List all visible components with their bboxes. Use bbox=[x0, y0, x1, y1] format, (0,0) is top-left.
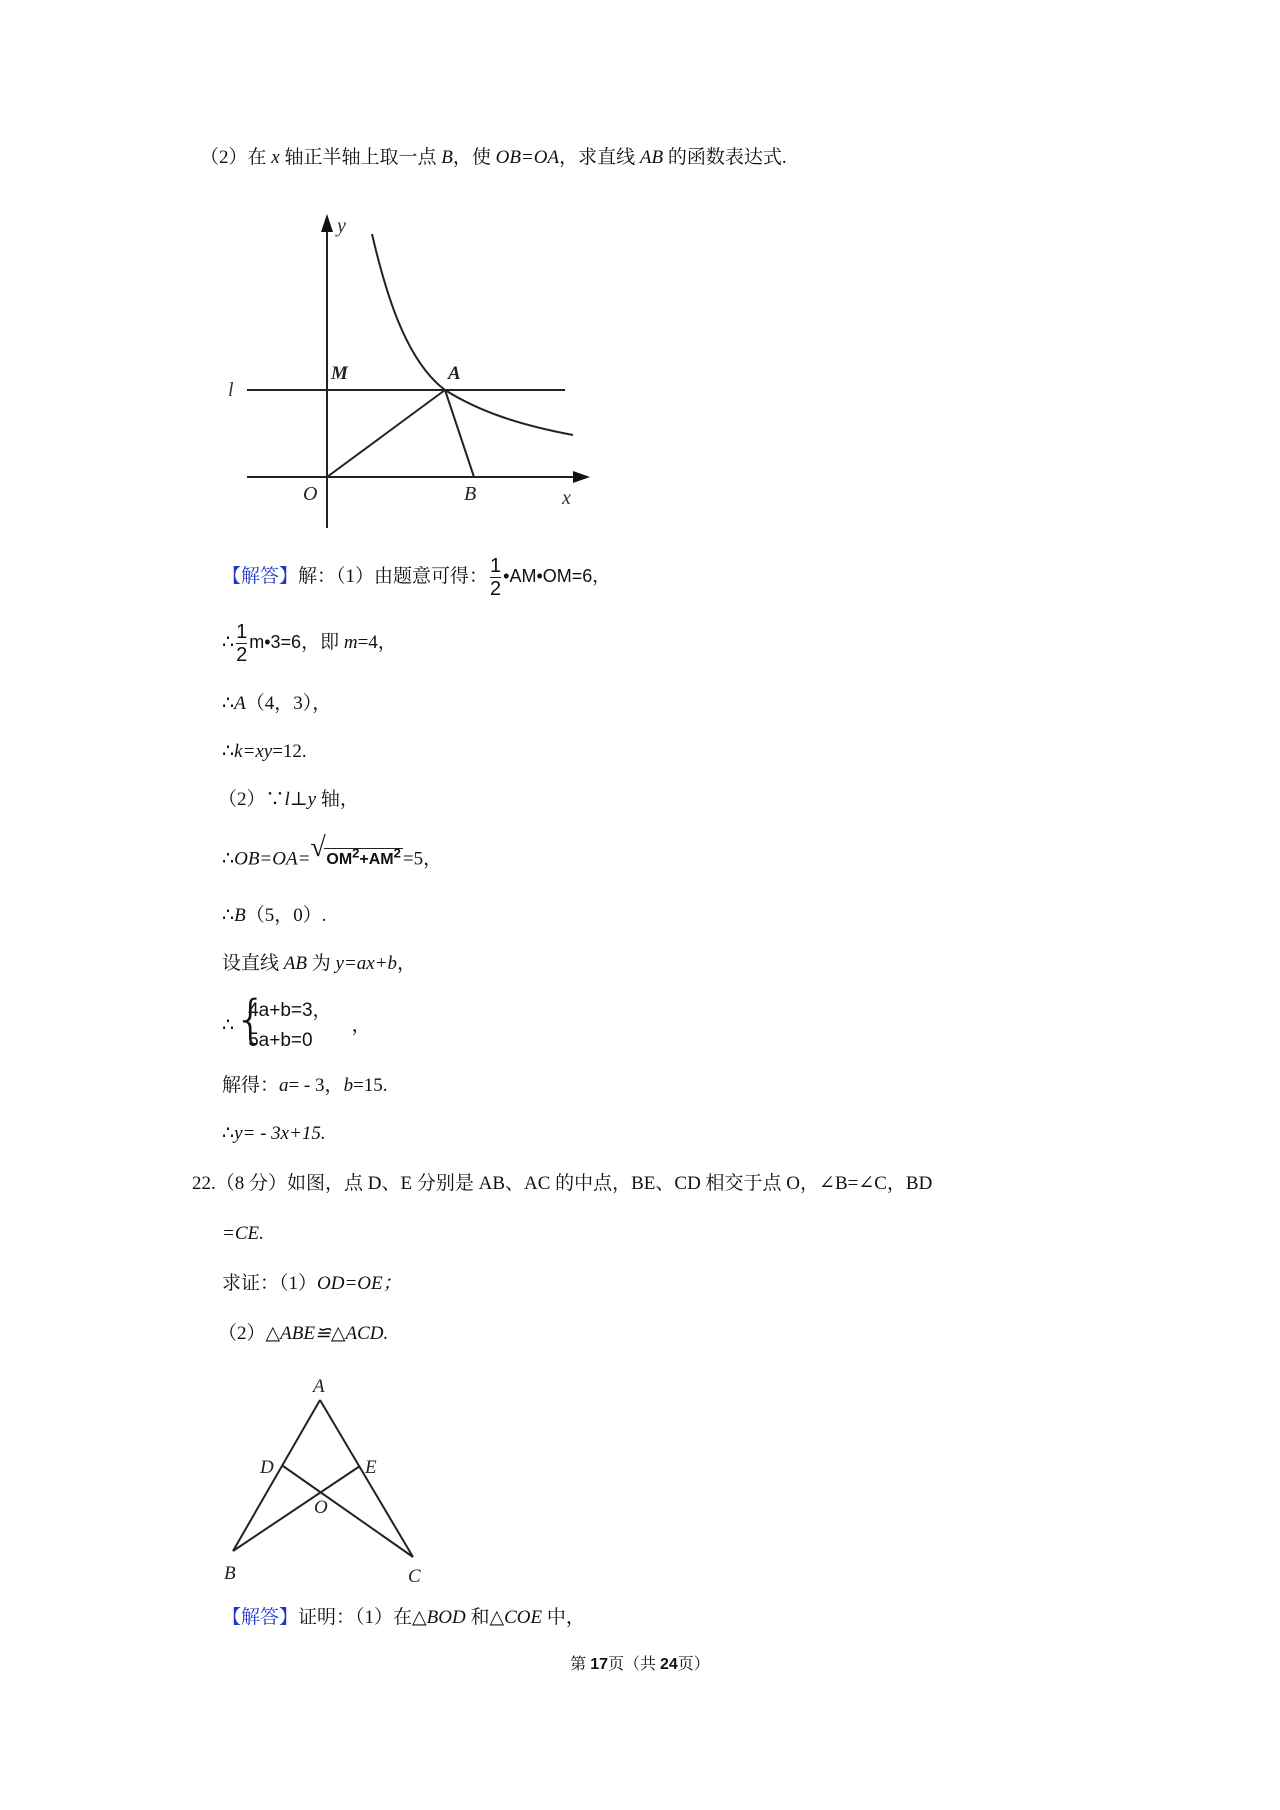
segment-BE bbox=[233, 1466, 360, 1551]
radical-icon: √ bbox=[310, 832, 326, 863]
text: 求证：（1） bbox=[222, 1273, 318, 1294]
total-pages: 24 bbox=[660, 1656, 678, 1673]
question-22-line-1 bbox=[192, 1172, 932, 1196]
expr: OD=OE； bbox=[317, 1273, 402, 1294]
radicand bbox=[324, 848, 402, 868]
answer-tag: 【解答】 bbox=[222, 1607, 299, 1628]
text: =4， bbox=[357, 631, 397, 653]
hyperbola-curve bbox=[372, 234, 573, 435]
therefore-symbol: ∴ bbox=[222, 741, 235, 762]
therefore-symbol: ∴ bbox=[222, 1015, 235, 1036]
var-BOD: BOD bbox=[426, 1607, 466, 1628]
text: 证明：（1）在△ bbox=[298, 1607, 427, 1628]
equation: 5a+b=0 bbox=[248, 1030, 313, 1051]
expr: l⊥y bbox=[284, 789, 317, 810]
segment-AC bbox=[320, 1400, 413, 1557]
question-22-prove-2 bbox=[218, 1322, 388, 1346]
text: ，求直线 bbox=[559, 147, 640, 168]
var-B: B bbox=[234, 905, 246, 926]
text: =12. bbox=[272, 741, 307, 762]
solution-21-line-5 bbox=[218, 788, 359, 812]
solution-21-line-10 bbox=[222, 1074, 388, 1098]
page-number: 17 bbox=[590, 1656, 608, 1673]
text: ，使 bbox=[452, 147, 496, 168]
text: 的函数表达式. bbox=[663, 147, 787, 168]
solution-21-line-11 bbox=[222, 1122, 326, 1146]
text: 为 bbox=[306, 953, 336, 974]
solution-21-line-4 bbox=[222, 740, 307, 764]
solution-21-line-3 bbox=[222, 692, 331, 716]
solution-21-line-9 bbox=[222, 990, 371, 1060]
label-O: O bbox=[303, 483, 318, 505]
question-number: 22. bbox=[192, 1173, 216, 1194]
exponent: 2 bbox=[352, 846, 360, 861]
answer-tag: 【解答】 bbox=[222, 565, 299, 587]
equation: 4a+b=3， bbox=[248, 1000, 332, 1021]
text: ， bbox=[397, 953, 417, 974]
term: +AM bbox=[359, 851, 394, 869]
label-A: A bbox=[448, 363, 461, 384]
question-22-prove-1 bbox=[222, 1272, 402, 1296]
label-B: B bbox=[224, 1563, 236, 1584]
var-AB: AB bbox=[283, 953, 307, 974]
denominator: 2 bbox=[490, 578, 502, 600]
expr: m•3=6 bbox=[249, 631, 302, 652]
solution-21-line-8 bbox=[222, 952, 416, 976]
expr: •AM•OM=6， bbox=[503, 565, 611, 586]
text: 第 bbox=[570, 1656, 591, 1673]
text: 和△ bbox=[465, 1607, 505, 1628]
text: ，即 bbox=[301, 631, 344, 653]
therefore-symbol: ∴ bbox=[222, 848, 235, 870]
solution-21-line-1 bbox=[222, 556, 610, 599]
label-A: A bbox=[313, 1376, 325, 1397]
numerator: 1 bbox=[236, 621, 248, 643]
y-axis-arrow-icon bbox=[321, 214, 333, 232]
text: 页） bbox=[677, 1656, 710, 1673]
exponent: 2 bbox=[393, 846, 401, 861]
var-A: A bbox=[234, 693, 246, 714]
score: （8 分） bbox=[215, 1173, 288, 1194]
text: =5， bbox=[402, 848, 443, 870]
solution-21-line-6 bbox=[222, 832, 443, 872]
fraction-one-half bbox=[236, 622, 247, 665]
expr: △ABE≌△ACD. bbox=[265, 1323, 389, 1344]
var-COE: COE bbox=[504, 1607, 543, 1628]
var-b: b bbox=[343, 1075, 354, 1096]
figure-hyperbola-graph bbox=[0, 0, 1280, 560]
label-y: y bbox=[337, 215, 346, 237]
figure-triangle bbox=[0, 1360, 600, 1600]
var-m: m bbox=[343, 631, 358, 653]
expr: OB=OA bbox=[495, 147, 560, 168]
segment-OA bbox=[327, 390, 445, 477]
label-D: D bbox=[260, 1457, 274, 1478]
text: =CE. bbox=[222, 1223, 264, 1244]
var-x: x bbox=[271, 147, 280, 168]
expr: y=ax+b bbox=[335, 953, 398, 974]
text: 如图，点 D、E 分别是 AB、AC 的中点，BE、CD 相交于点 O，∠B=∠C，BD bbox=[287, 1173, 933, 1194]
label-M: M bbox=[331, 363, 348, 384]
label-E: E bbox=[365, 1457, 377, 1478]
fraction-one-half bbox=[490, 556, 501, 599]
segment-AB bbox=[233, 1400, 320, 1551]
therefore-symbol: ∴ bbox=[222, 905, 235, 926]
equation-system bbox=[234, 990, 332, 1056]
left-brace-icon: { bbox=[234, 990, 268, 1050]
question-22-line-2 bbox=[222, 1222, 264, 1246]
solution-21-line-7 bbox=[222, 904, 326, 928]
term: OM bbox=[326, 851, 353, 869]
coords: （4，3）， bbox=[245, 693, 332, 714]
text: （2）在 bbox=[200, 147, 272, 168]
coords: （5，0）. bbox=[245, 905, 327, 926]
var-B: B bbox=[441, 147, 453, 168]
page-footer bbox=[0, 1651, 1280, 1674]
numerator: 1 bbox=[490, 555, 502, 577]
segment-DC bbox=[283, 1466, 413, 1557]
label-O: O bbox=[314, 1497, 328, 1518]
text: 设直线 bbox=[222, 953, 284, 974]
var-AB: AB bbox=[639, 147, 664, 168]
text: 解得： bbox=[222, 1075, 280, 1096]
expr: k=xy bbox=[234, 741, 273, 762]
label-B: B bbox=[464, 483, 477, 505]
expr: OB=OA= bbox=[234, 848, 311, 870]
solution-22-line-1 bbox=[222, 1606, 585, 1630]
text: 页（共 bbox=[607, 1656, 660, 1673]
expr: y= - 3x+15. bbox=[234, 1123, 326, 1144]
text: （2） bbox=[218, 1323, 266, 1344]
therefore-symbol: ∴ bbox=[222, 1123, 235, 1144]
x-axis-arrow-icon bbox=[573, 471, 590, 483]
therefore-symbol: ∴ bbox=[222, 693, 235, 714]
label-C: C bbox=[408, 1566, 421, 1587]
denominator: 2 bbox=[236, 644, 248, 666]
text: =15. bbox=[353, 1075, 388, 1096]
text: 轴正半轴上取一点 bbox=[279, 147, 442, 168]
text: （2）∵ bbox=[218, 789, 285, 810]
label-l: l bbox=[228, 379, 234, 401]
solution-21-line-2 bbox=[222, 622, 397, 665]
text: 轴， bbox=[316, 789, 359, 810]
label-x: x bbox=[562, 487, 571, 509]
therefore-symbol: ∴ bbox=[222, 631, 235, 653]
text: = - 3， bbox=[288, 1075, 344, 1096]
square-root bbox=[310, 832, 402, 872]
text: 中， bbox=[542, 1607, 585, 1628]
var-a: a bbox=[279, 1075, 289, 1096]
text: 解：（1）由题意可得： bbox=[298, 565, 489, 587]
text: ， bbox=[351, 1015, 371, 1036]
